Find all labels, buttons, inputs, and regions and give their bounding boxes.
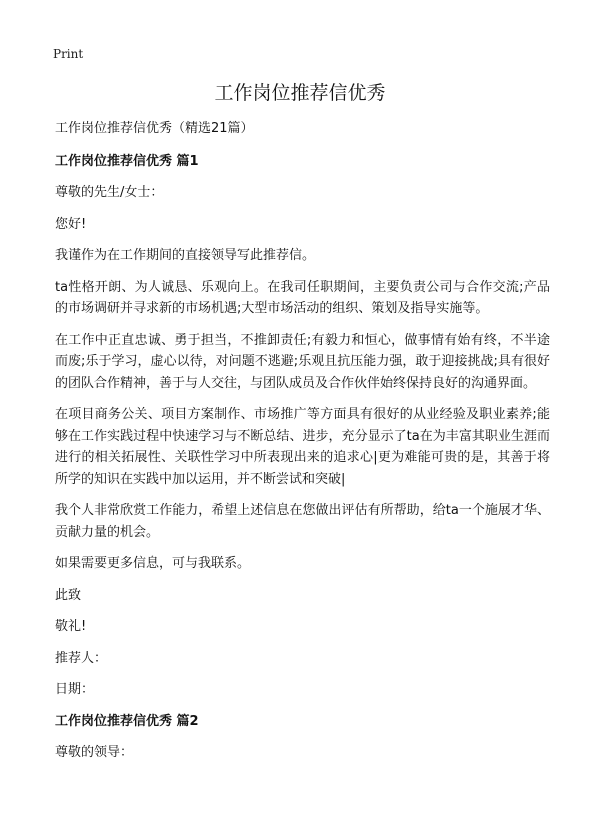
salutation-2: 尊敬的领导：: [55, 745, 134, 760]
page-title: 工作岗位推荐信优秀: [214, 82, 386, 104]
paragraph-experience: 在项目商务公关、项目方案制作、市场推广等方面具有很好的从业经验及职业素养;能够在工作实践过程中快速学习与不断总结、进步，充分显示了ta在为丰富其职业生涯而进行的相关拓展性、关联性学习中所表现出来的追求心|更为难能可贵的是，其善于将所学的知识在实践中加以运用，并不断尝试和突破|: [55, 407, 550, 487]
section-heading-1: 工作岗位推荐信优秀 篇1: [55, 153, 199, 169]
paragraph-work-attitude: 在工作中正直忠诚、勇于担当，不推卸责任;有毅力和恒心，做事情有始有终，不半途而废;乐于学习，虚心以待，对问题不逃避;乐观且抗压能力强，敢于迎接挑战;具有很好的团队合作精神，善于与人交往，与团队成员及合作伙伴始终保持良好的沟通界面。: [55, 332, 550, 391]
closing-line-1: 此致: [55, 587, 82, 603]
paragraph-personality: ta性格开朗、为人诚恳、乐观向上。在我司任职期间，主要负责公司与合作交流;产品的市场调研并寻求新的市场机遇;大型市场活动的组织、策划及指导实施等。: [55, 279, 550, 316]
closing-line-2: 敬礼!: [55, 619, 87, 634]
section-heading-2: 工作岗位推荐信优秀 篇2: [55, 713, 199, 729]
paragraph-intro: 我谨作为在工作期间的直接领导写此推荐信。: [55, 248, 316, 263]
salutation: 尊敬的先生/女士：: [55, 185, 164, 200]
print-link[interactable]: Print: [53, 47, 84, 61]
paragraph-contact: 如果需要更多信息，可与我联系。: [55, 556, 251, 571]
date-label: 日期：: [55, 682, 95, 697]
recommender-label: 推荐人：: [55, 650, 108, 666]
greeting: 您好!: [55, 216, 87, 232]
document-subtitle: 工作岗位推荐信优秀（精选21篇）: [55, 121, 254, 136]
paragraph-recommendation: 我个人非常欣赏工作能力，希望上述信息在您做出评估有所帮助，给ta一个施展才华、贡献力量的机会。: [55, 503, 550, 540]
document-body: [55, 118, 550, 774]
